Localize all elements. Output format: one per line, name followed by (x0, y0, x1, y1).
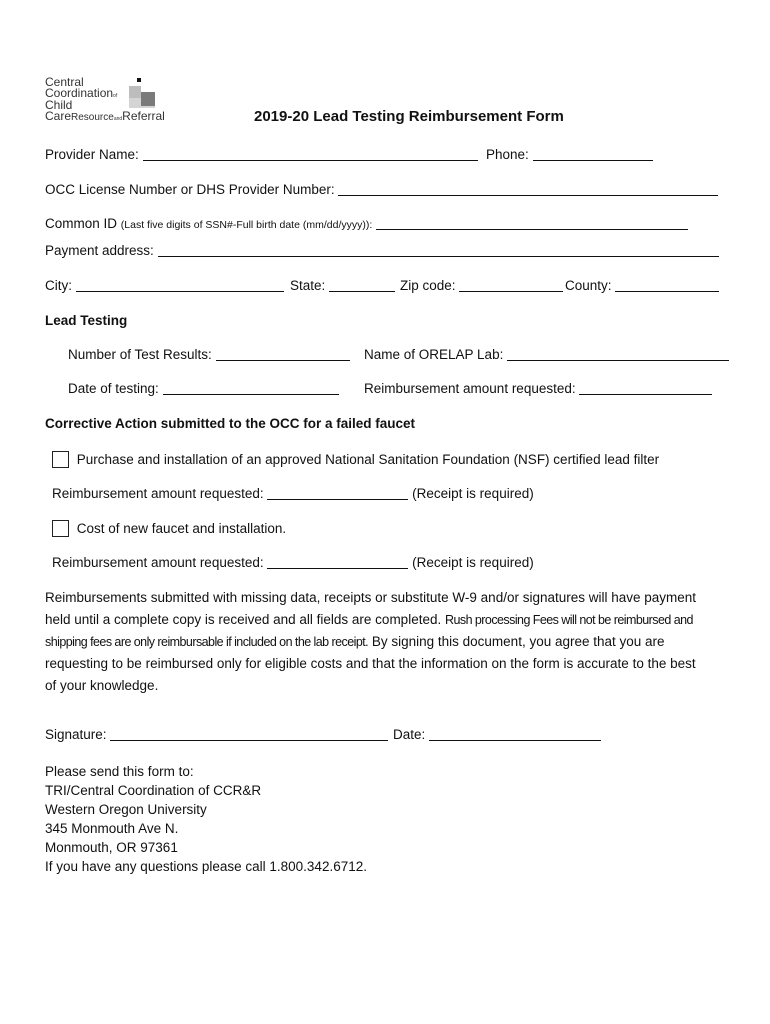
state-row (290, 278, 395, 294)
county-field[interactable] (615, 290, 719, 292)
state-field[interactable] (329, 290, 395, 292)
city-row (45, 278, 284, 294)
occ-license-row (45, 182, 718, 198)
date-label: Date: (393, 727, 426, 742)
orelap-lab-label: Name of ORELAP Lab: (364, 347, 504, 362)
terms-line-3a: shipping fees are only reimbursable if included on the lab receipt. (45, 635, 369, 649)
num-results-row (68, 347, 350, 363)
logo-line-care: Care (45, 108, 72, 123)
mailing-intro: Please send this form to: (45, 764, 194, 779)
signature-label: Signature: (45, 727, 107, 742)
reimb1-row (52, 486, 534, 502)
date-row (393, 727, 601, 743)
phone-label: Phone: (486, 147, 529, 162)
logo-line-resource: Resource (71, 111, 114, 123)
payment-address-field[interactable] (158, 255, 719, 257)
terms-line-2a: held until a complete copy is received and all fields are completed. (45, 612, 442, 627)
lead-reimb-field[interactable] (579, 393, 712, 395)
date-field[interactable] (429, 739, 601, 741)
common-id-label: Common ID (45, 216, 118, 231)
option1-row (52, 451, 659, 468)
mailing-line-4: Monmouth, OR 97361 (45, 840, 178, 855)
receipt1-label: (Receipt is required) (412, 486, 534, 501)
receipt2-label: (Receipt is required) (412, 555, 534, 570)
logo-line-child: Child (45, 98, 73, 112)
option2-row (52, 520, 286, 537)
zip-row (400, 278, 563, 294)
state-label: State: (290, 278, 326, 293)
logo-square-mid (129, 86, 141, 98)
logo-square-black (137, 78, 141, 82)
date-testing-field[interactable] (163, 393, 339, 395)
logo-line-coordination: Coordination (45, 85, 114, 100)
phone-field[interactable] (533, 159, 653, 161)
lead-reimb-label: Reimbursement amount requested: (364, 381, 576, 396)
option1-label: Purchase and installation of an approved National Sanitation Foundation (NSF) certified lead filter (76, 452, 660, 467)
common-id-field[interactable] (376, 228, 688, 230)
logo-line-central: Central (45, 75, 84, 89)
payment-address-label: Payment address: (45, 243, 154, 258)
city-field[interactable] (76, 290, 284, 292)
zip-field[interactable] (459, 290, 563, 292)
option2-checkbox[interactable] (52, 520, 69, 537)
phone-row (486, 147, 653, 163)
provider-name-label: Provider Name: (45, 147, 139, 162)
signature-field[interactable] (110, 739, 388, 741)
orelap-lab-field[interactable] (507, 359, 729, 361)
mailing-line-1: TRI/Central Coordination of CCR&R (45, 783, 262, 798)
zip-label: Zip code: (400, 278, 456, 293)
mailing-line-2: Western Oregon University (45, 802, 207, 817)
occ-license-label: OCC License Number or DHS Provider Number: (45, 182, 335, 197)
terms-line-2 (45, 609, 735, 631)
mailing-block (45, 762, 367, 876)
ccr-logo (45, 75, 165, 123)
logo-square-dark (141, 92, 155, 106)
lead-testing-heading: Lead Testing (45, 313, 128, 328)
date-testing-row (68, 381, 339, 397)
logo-line-and: and (113, 115, 123, 122)
reimb2-row (52, 555, 534, 571)
county-row (565, 278, 719, 294)
common-id-row (45, 216, 688, 233)
option1-checkbox[interactable] (52, 451, 69, 468)
form-title: 2019-20 Lead Testing Reimbursement Form (254, 108, 564, 125)
provider-name-row (45, 147, 478, 163)
option2-label: Cost of new faucet and installation. (76, 521, 287, 536)
reimb2-field[interactable] (267, 567, 408, 569)
terms-paragraph (45, 587, 735, 697)
terms-line-3 (45, 631, 735, 653)
reimb2-label: Reimbursement amount requested: (52, 555, 264, 570)
lead-reimb-row (364, 381, 712, 397)
date-testing-label: Date of testing: (68, 381, 159, 396)
occ-license-field[interactable] (338, 194, 718, 196)
county-label: County: (565, 278, 612, 293)
terms-line-5: of your knowledge. (45, 678, 159, 693)
corrective-heading: Corrective Action submitted to the OCC for a failed faucet (45, 416, 416, 431)
orelap-lab-row (364, 347, 729, 363)
terms-line-2b: Rush processing Fees will not be reimbursed and (445, 613, 693, 627)
terms-line-3b: By signing this document, you agree that you are (371, 634, 665, 649)
mailing-line-3: 345 Monmouth Ave N. (45, 821, 179, 836)
common-id-note: (Last five digits of SSN#-Full birth date (mm/dd/yyyy)): (120, 219, 373, 231)
logo-line-of: of (113, 92, 118, 99)
provider-name-field[interactable] (143, 159, 478, 161)
terms-line-4: requesting to be reimbursed only for eligible costs and that the information on the form is accurate to the best (45, 656, 696, 671)
reimb1-field[interactable] (267, 498, 408, 500)
mailing-line-5: If you have any questions please call 1.800.342.6712. (45, 859, 367, 874)
signature-row (45, 727, 388, 743)
city-label: City: (45, 278, 72, 293)
num-results-label: Number of Test Results: (68, 347, 212, 362)
num-results-field[interactable] (216, 359, 350, 361)
payment-address-row (45, 243, 719, 259)
logo-line-referral: Referral (122, 108, 165, 123)
terms-line-1: Reimbursements submitted with missing data, receipts or substitute W-9 and/or signatures will have payment (45, 590, 697, 605)
reimb1-label: Reimbursement amount requested: (52, 486, 264, 501)
